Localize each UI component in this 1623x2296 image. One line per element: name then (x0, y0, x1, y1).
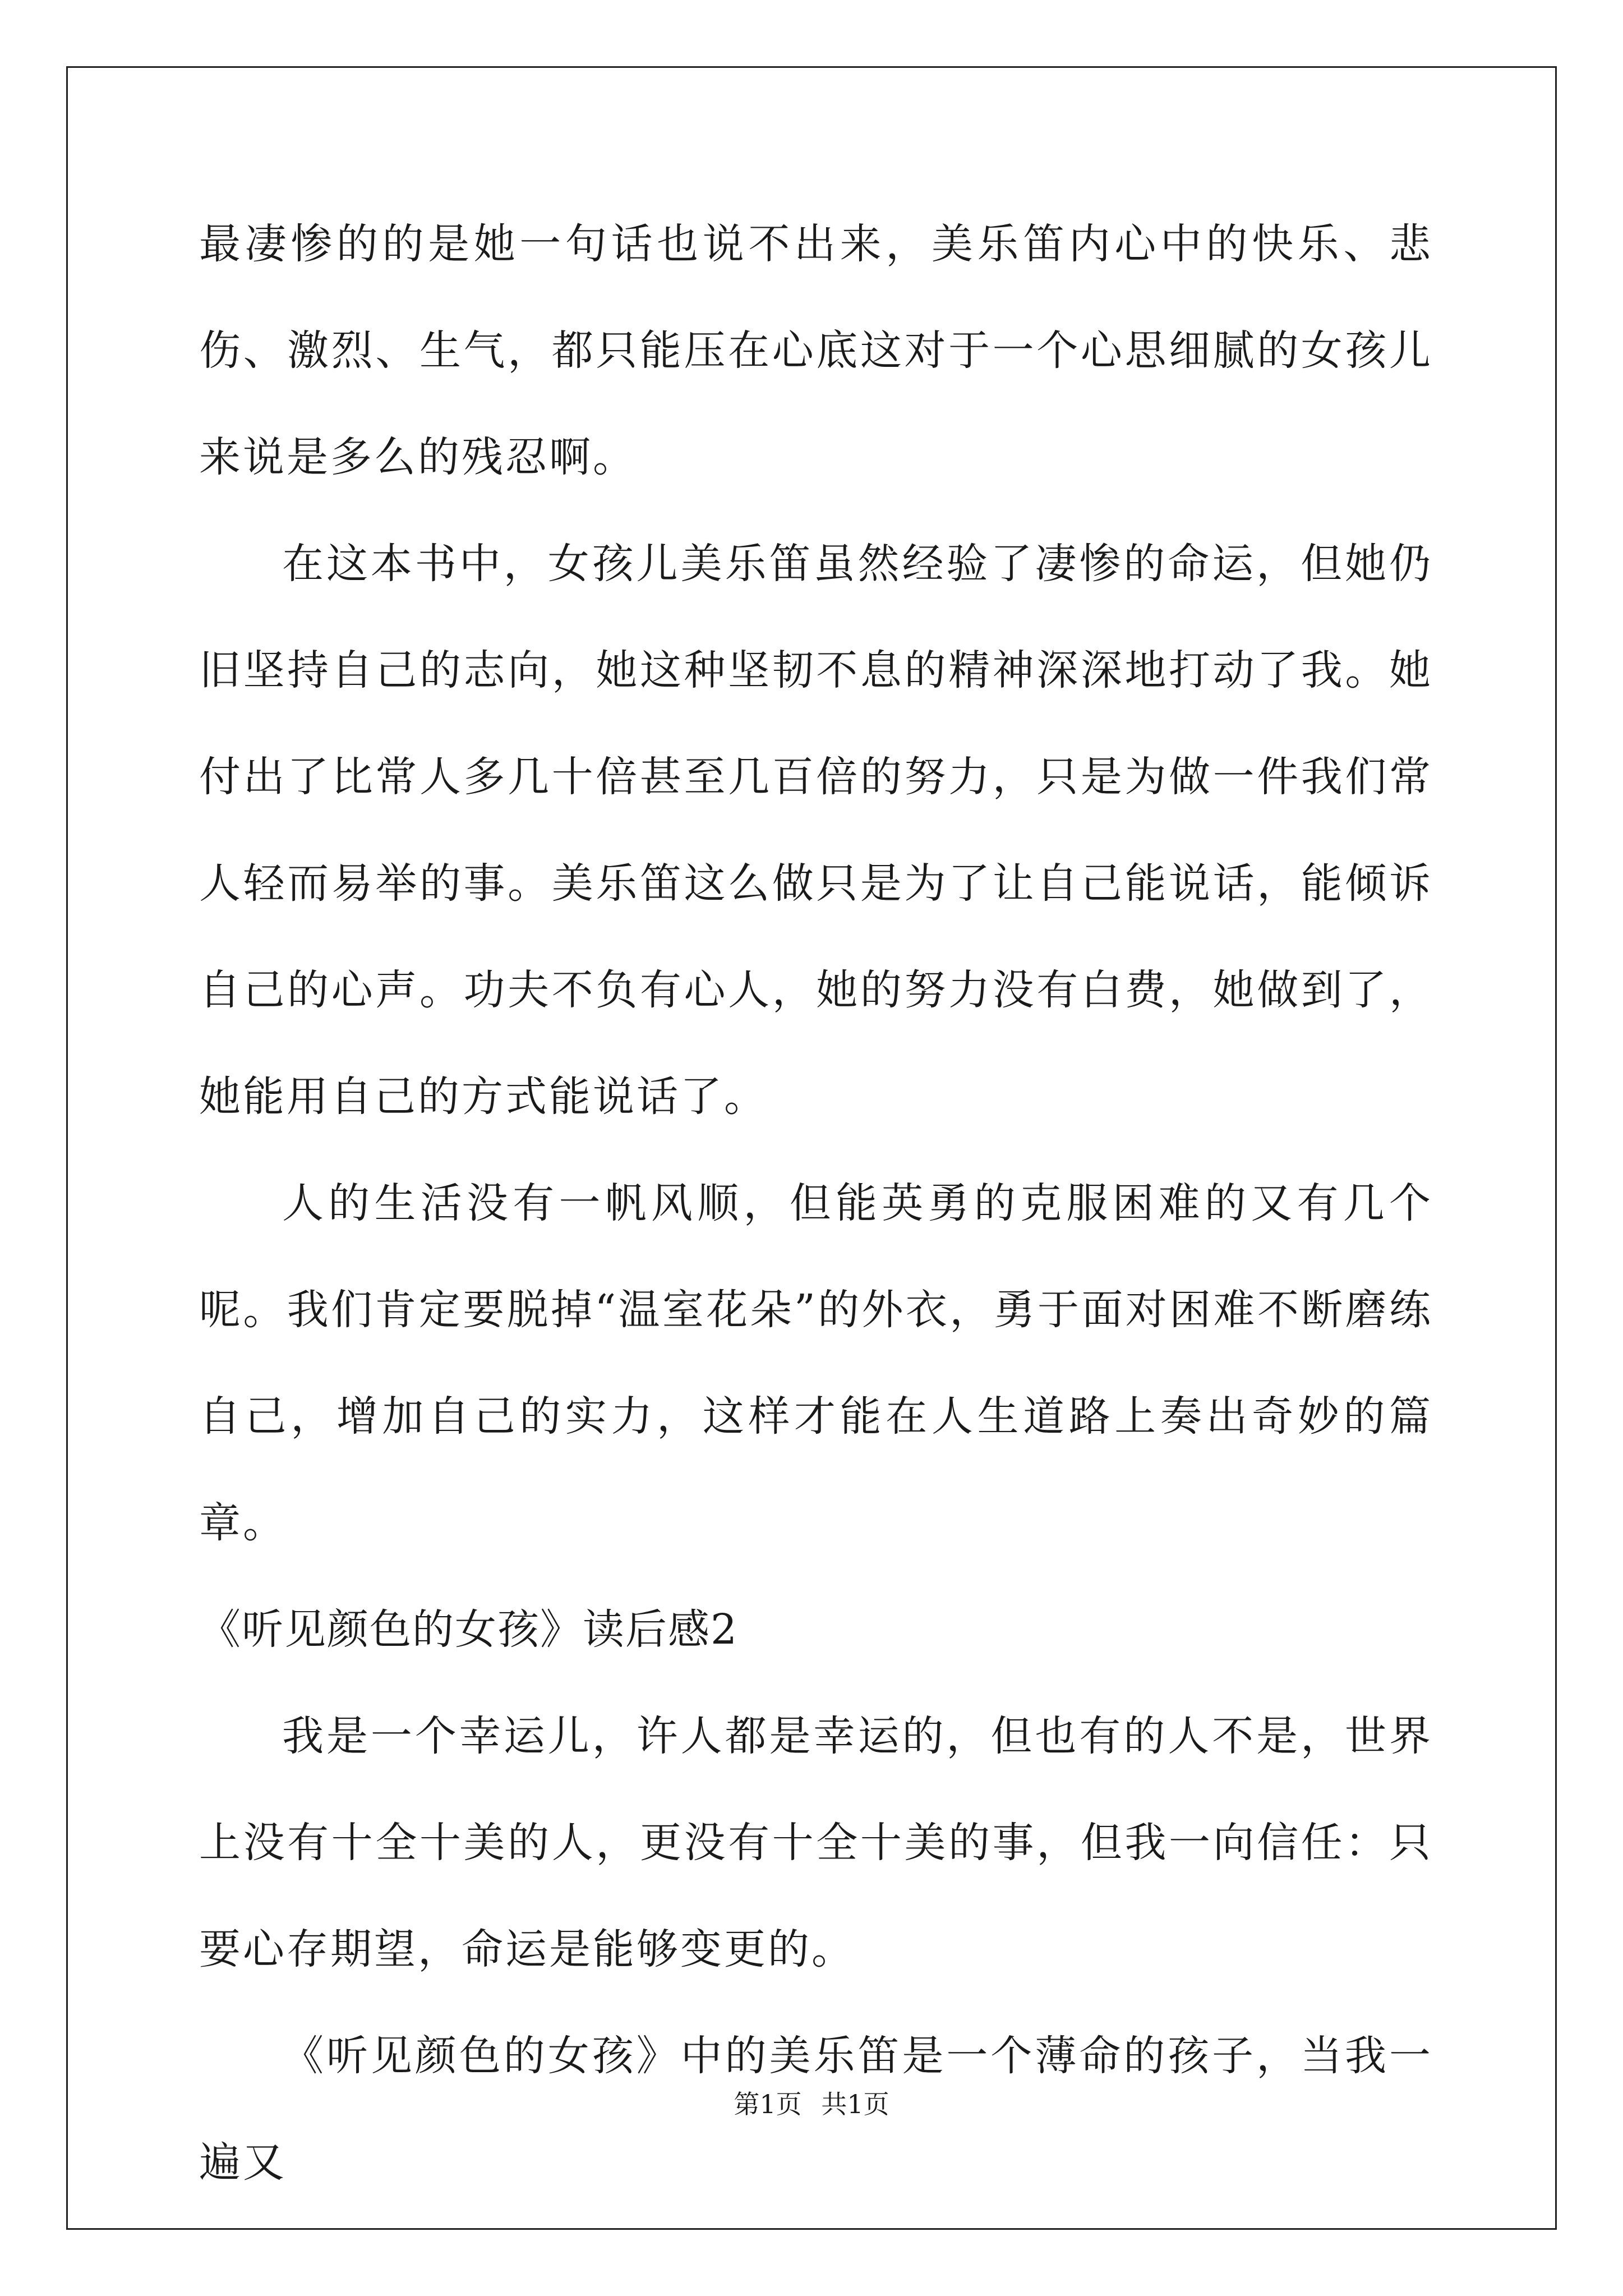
page-total: 共1页 (821, 2089, 889, 2119)
page-footer (0, 2084, 1623, 2121)
page-number: 第1页 (734, 2089, 802, 2119)
section-heading: 《听见颜色的女孩》读后感2 (199, 1605, 739, 1654)
paragraph: 人的生活没有一帆风顺，但能英勇的克服困难的又有几个呢。我们肯定要脱掉“温室花朵”的外衣，勇于面对困难不断磨练自己，增加自己的实力，这样才能在人生道路上奏出奇妙的篇章。 (199, 1179, 1433, 1547)
paragraph: 在这本书中，女孩儿美乐笛虽然经验了凄惨的命运，但她仍旧坚持自己的志向，她这种坚韧不息的精神深深地打动了我。她付出了比常人多几十倍甚至几百倍的努力，只是为做一件我们常人轻而易举的事。美乐笛这么做只是为了让自己能说话，能倾诉自己的心声。功夫不负有心人，她的努力没有白费，她做到了，她能用自己的方式能说话了。 (199, 540, 1433, 1121)
paragraph-continuation: 最凄惨的的是她一句话也说不出来，美乐笛内心中的快乐、悲伤、激烈、生气，都只能压在心底这对于一个心思细腻的女孩儿来说是多么的残忍啊。 (199, 220, 1433, 481)
paragraph: 《听见颜色的女孩》中的美乐笛是一个薄命的孩子，当我一遍又 (199, 2032, 1433, 2187)
paragraph: 我是一个幸运儿，许人都是幸运的，但也有的人不是，世界上没有十全十美的人，更没有十全十美的事，但我一向信任：只要心存期望，命运是能够变更的。 (199, 1712, 1433, 1973)
document-body (199, 191, 1433, 2216)
